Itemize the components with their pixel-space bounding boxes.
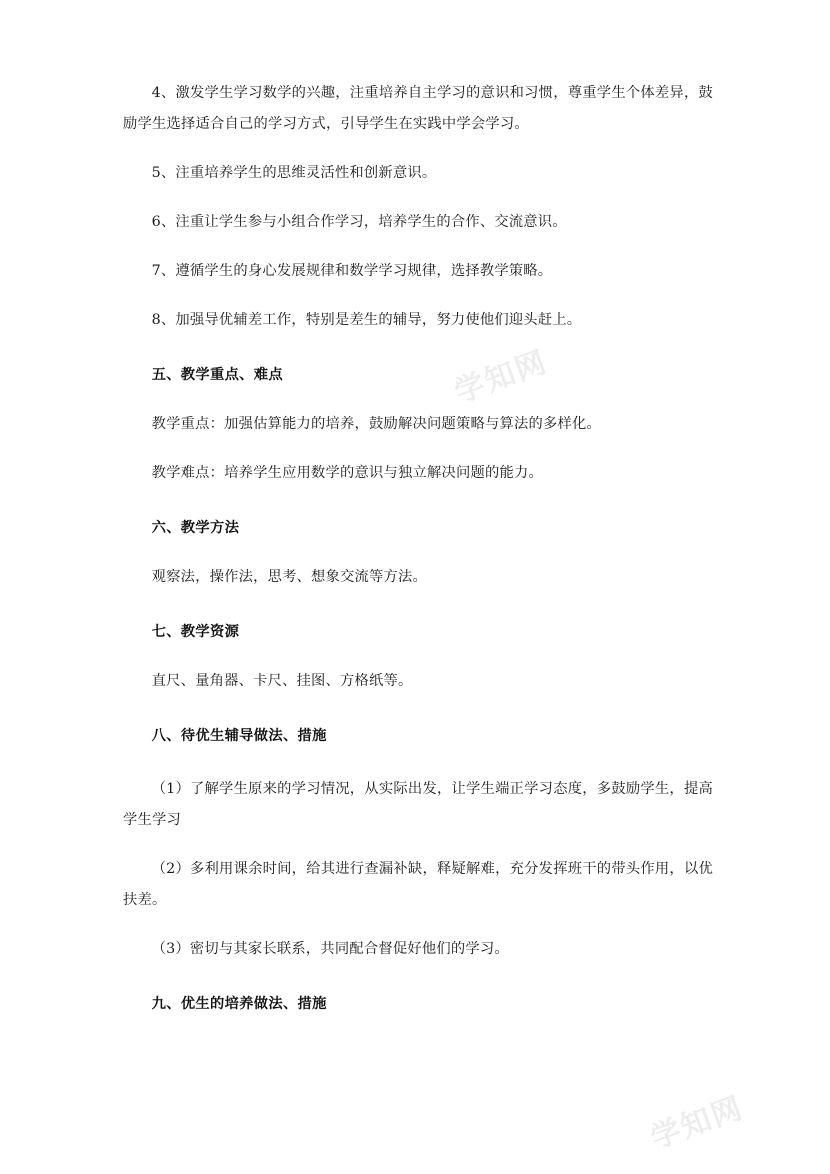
paragraph: 直尺、量角器、卡尺、挂图、方格纸等。 [151, 673, 413, 689]
paragraph: 观察法，操作法，思考、想象交流等方法。 [151, 569, 428, 585]
paragraph: 8、加强导优辅差工作，特别是差生的辅导，努力使他们迎头赶上。 [151, 312, 582, 328]
paragraph: 7、遵循学生的身心发展规律和数学学习规律，选择教学策略。 [151, 263, 553, 279]
paragraph: 教学重点：加强估算能力的培养，鼓励解决问题策略与算法的多样化。 [151, 416, 601, 432]
section-heading: 六、教学方法 [151, 520, 240, 536]
document-body [123, 78, 713, 1038]
paragraph: 教学难点：培养学生应用数学的意识与独立解决问题的能力。 [151, 465, 544, 481]
section-heading: 五、教学重点、难点 [151, 367, 283, 383]
section-heading: 八、待优生辅导做法、措施 [151, 728, 327, 744]
paragraph: 6、注重让学生参与小组合作学习，培养学生的合作、交流意识。 [151, 214, 567, 230]
paragraph: 4、激发学生学习数学的兴趣，注重培养自主学习的意识和习惯，尊重学生个体差异，鼓励学生选择适合自己的学习方式，引导学生在实践中学会学习。 [123, 85, 713, 132]
paragraph: （1）了解学生原来的学习情况，从实际出发，让学生端正学习态度，多鼓励学生，提高学生学习 [123, 781, 713, 828]
watermark-logo: 学知网 [450, 344, 553, 411]
paragraph: 5、注重培养学生的思维灵活性和创新意识。 [151, 165, 437, 181]
paragraph: （3）密切与其家长联系，共同配合督促好他们的学习。 [151, 941, 509, 957]
section-heading: 九、优生的培养做法、措施 [151, 996, 327, 1012]
paragraph: （2）多利用课余时间，给其进行查漏补缺，释疑解难，充分发挥班干的带头作用，以优扶差。 [123, 861, 713, 908]
watermark-logo: 学知网 [646, 1090, 749, 1157]
section-heading: 七、教学资源 [151, 624, 240, 640]
